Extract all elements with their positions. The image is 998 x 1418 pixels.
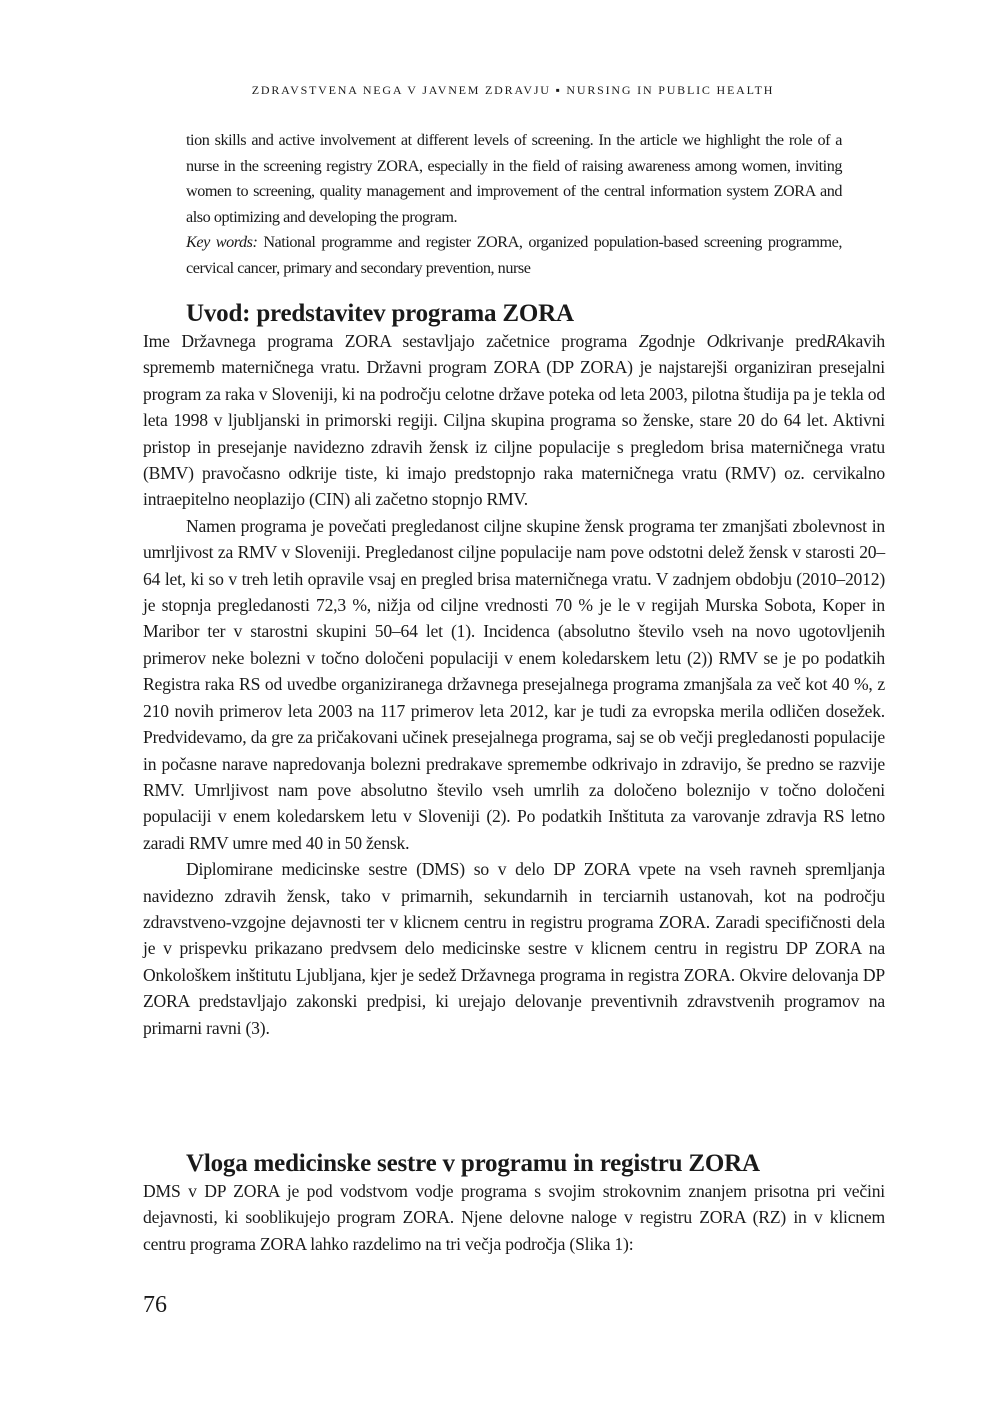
section-introduction xyxy=(143,300,885,1041)
acronym-letter-o: O xyxy=(706,331,720,351)
keywords-label: Key words: xyxy=(186,233,258,252)
running-head: ZDRAVSTVENA NEGA V JAVNEM ZDRAVJU ▪ NURSING IN PUBLIC HEALTH xyxy=(251,83,775,97)
keywords xyxy=(186,230,842,281)
abstract xyxy=(186,128,842,282)
acronym-letter-z: Z xyxy=(638,331,649,351)
text-run: kavih sprememb materničnega vratu. Državni program ZORA (DP ZORA) je najstarejši organiziran presejalni program za raka v Sloveniji, ki na področju celotne države poteka od leta 2003, pilotna študija pa je tekla od leta 1998 v ljubljanski in primorski regiji. Ciljna skupina programa so ženske, stare 20 do 64 let. Aktivni pristop in presejanje navidezno zdravih žensk iz ciljne populacije s pregledom brisa materničnega vratu (BMV) pravočasno odkrije tiste, ki imajo predstopnjo raka materničnega vratu (RMV) oz. cervikalno intraepitelno neoplazijo (CIN) ali začetno stopnjo RMV. xyxy=(143,331,885,510)
text-run: dkrivanje pred xyxy=(719,331,826,351)
paragraph-1 xyxy=(143,328,885,513)
paragraph-3: Diplomirane medicinske sestre (DMS) so v delo DP ZORA vpete na vseh ravneh spremljanja navidezno zdravih žensk, tako v primarnih, sekundarnih in terciarnih ustanovah, kot na področju zdravstveno-vzgojne dejavnosti ter v klicnem centru in registru programa ZORA. Zaradi specifičnosti dela je v prispevku prikazano predvsem delo medicinske sestre v klicnem centru in registru DP ZORA na Onkološkem inštitutu Ljubljana, kjer je sedež Državnega programa in registra ZORA. Okvire delovanja DP ZORA predstavljajo zakonski predpisi, ki urejajo delovanje preventivnih zdravstvenih programov na primarni ravni (3). xyxy=(143,859,885,1038)
page-number: 76 xyxy=(143,1292,167,1318)
section-nurse-role xyxy=(143,1150,885,1257)
text-run: godnje xyxy=(648,331,707,351)
paragraph-2: Namen programa je povečati pregledanost ciljne skupine žensk programa ter zmanjšati zbolevnost in umrljivost za RMV v Sloveniji. Pregledanost ciljne populacije nam pove odstotni delež žensk v starosti 20–64 let, ki so v treh letih opravile vsaj en pregled brisa materničnega vratu. V zadnjem obdobju (2010–2012) je stopnja pregledanosti 72,3 %, nižja od ciljne vrednosti 70 % je le v regijah Murska Sobota, Koper in Maribor ter v starostni skupini 50–64 let (1). Incidenca (absolutno število vseh na novo ugotovljenih primerov neke bolezni v točno določeni populaciji v enem koledarskem letu (2)) RMV se je po podatkih Registra raka RS od uvedbe organiziranega državnega presejalnega programa zmanjšala za več kot 40 %, z 210 novih primerov leta 2003 na 117 primerov leta 2012, kar je tudi za evropska merila odličen dosežek. Predvidevamo, da gre za pričakovani učinek presejalnega programa, saj se ob večji pregledanosti populacije in počasne narave napredovanja bolezni predrakave spremembe odkrivajo in zdravijo, še predno se razvije RMV. Umrljivost nam pove absolutno število vseh umrlih za določeno boleznijo v točno določeni populaciji v enem koledarskem letu v Sloveniji (2). Po podatkih Inštituta za varovanje zdravja RS letno zaradi RMV umre med 40 in 50 žensk. xyxy=(143,515,885,853)
abstract-text: tion skills and active involvement at different levels of screening. In the article we highlight the role of a nurse in the screening registry ZORA, especially in the field of raising awareness among women, inviting women to screening, quality management and improvement of the central information system ZORA and also optimizing and developing the program. xyxy=(186,131,842,226)
section-heading-nurse-role: Vloga medicinske sestre v programu in registru ZORA xyxy=(186,1150,760,1177)
section-heading-introduction: Uvod: predstavitev programa ZORA xyxy=(186,300,574,327)
acronym-letters-ra: RA xyxy=(825,331,847,351)
text-run: Ime Državnega programa ZORA sestavljajo začetnice programa xyxy=(143,331,639,351)
paragraph-4: DMS v DP ZORA je pod vodstvom vodje programa s svojim strokovnim znanjem prisotna pri večini dejavnosti, ki sooblikujejo program ZORA. Njene delovne naloge v registru ZORA (RZ) in v klicnem centru programa ZORA lahko razdelimo na tri večja področja (Slika 1): xyxy=(143,1181,885,1254)
keywords-text: National programme and register ZORA, organized population-based screening programme, cervical cancer, primary and secondary prevention, nurse xyxy=(186,233,842,277)
